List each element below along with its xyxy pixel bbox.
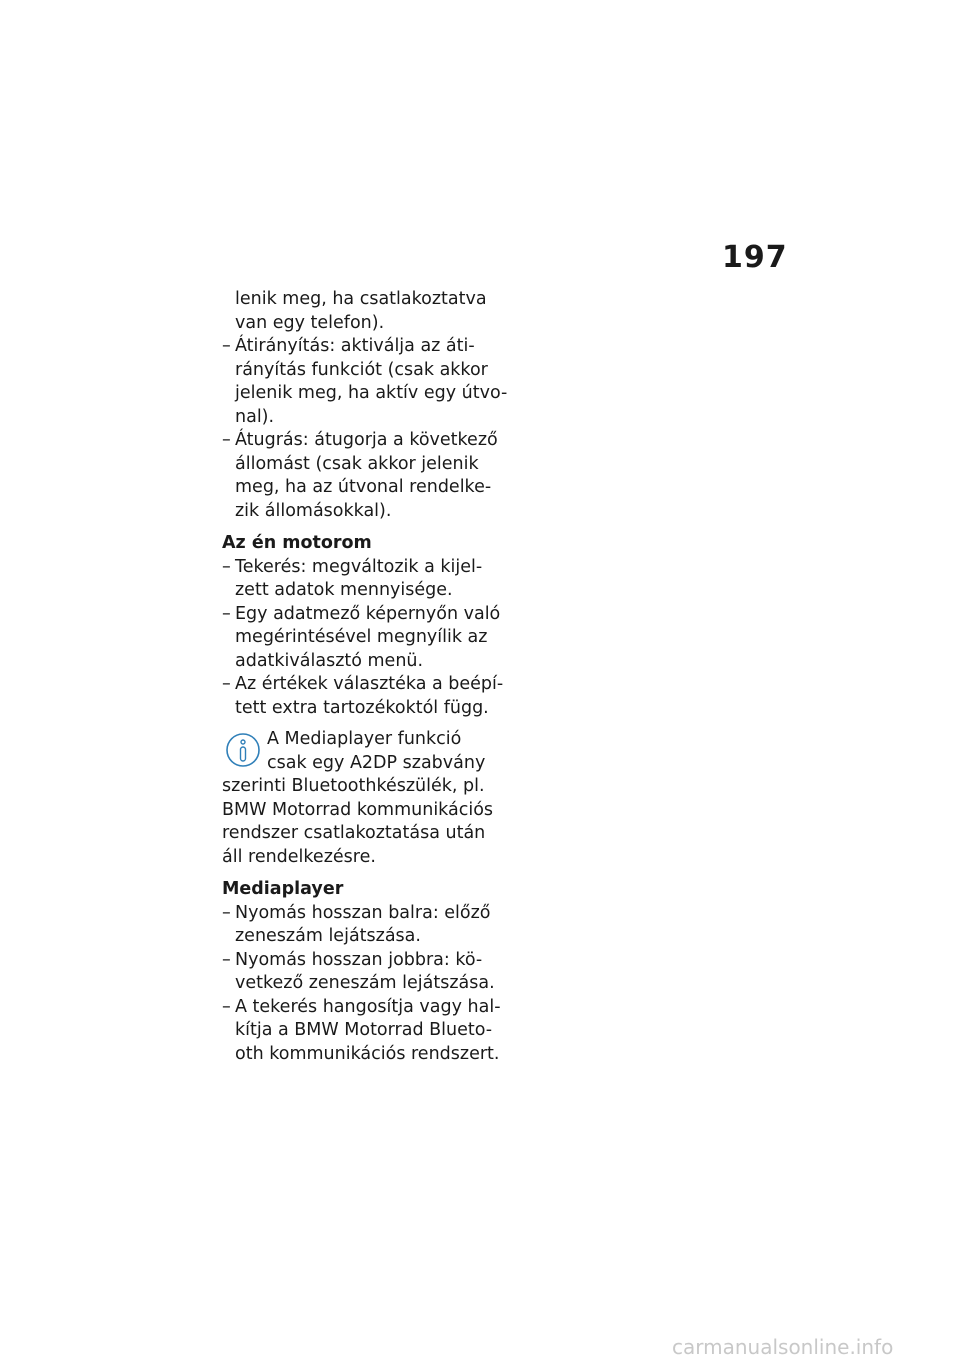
list-item (222, 902, 502, 949)
list-item-text: jelenik meg, ha aktív egy útvo- (235, 383, 508, 403)
watermark: carmanualsonline.info (672, 1335, 894, 1359)
list-item (222, 556, 502, 603)
dash-bullet: – (222, 603, 231, 624)
list-item-text: Egy adatmező képernyőn való (235, 603, 501, 624)
info-note-text: rendszer csatlakoztatása után (222, 823, 486, 843)
list-item (222, 429, 502, 523)
list-item-text: meg, ha az útvonal rendelke- (235, 477, 492, 497)
dash-bullet: – (222, 556, 231, 577)
dash-bullet: – (222, 996, 231, 1017)
info-note-text: csak egy A2DP szabvány (267, 752, 486, 773)
list-item-text: nal). (235, 406, 275, 427)
intro-line: lenik meg, ha csatlakoztatva (235, 289, 487, 309)
list-item-text: Átugrás: átugorja a következő (235, 430, 498, 450)
list-item-text: A tekerés hangosítja vagy hal- (235, 996, 501, 1017)
list-item-text: adatkiválasztó menü. (235, 650, 424, 671)
dash-bullet: – (222, 902, 231, 923)
info-note-text: szerinti Bluetoothkészülék, pl. (222, 776, 485, 796)
dash-bullet: – (222, 949, 231, 970)
dash-bullet: – (222, 674, 231, 694)
list-item-text: zik állomásokkal). (235, 500, 392, 521)
section-heading-motor: Az én motorom (222, 533, 372, 553)
list-item (222, 996, 502, 1067)
list-item-text: kítja a BMW Motorrad Blueto- (235, 1020, 493, 1040)
list-item-text: Nyomás hosszan balra: előző (235, 902, 491, 923)
list-item-text: Tekerés: megváltozik a kijel- (235, 556, 483, 577)
intro-line: van egy telefon). (235, 312, 385, 333)
list-item-text: rányítás funkciót (csak akkor (235, 359, 488, 380)
section-heading-mediaplayer: Mediaplayer (222, 879, 344, 899)
list-item-text: zeneszám lejátszása. (235, 926, 421, 946)
list-item-text: Az értékek választéka a beépí- (235, 674, 504, 694)
list-item (222, 335, 508, 429)
list-item-text: vetkező zeneszám lejátszása. (235, 973, 495, 993)
info-note-text: A Mediaplayer funkció (267, 729, 462, 749)
list-item (222, 949, 502, 996)
info-note (222, 728, 502, 869)
dash-bullet: – (222, 336, 231, 356)
list-item-text: Nyomás hosszan jobbra: kö- (235, 949, 483, 970)
page-number: 197 (722, 240, 788, 275)
list-item (222, 673, 502, 720)
list-item-text: állomást (csak akkor jelenik (235, 453, 479, 474)
content-column (222, 288, 508, 1066)
info-icon (225, 732, 261, 768)
info-note-text: áll rendelkezésre. (222, 846, 376, 867)
list-item-text: megérintésével megnyílik az (235, 627, 488, 647)
info-note-text: BMW Motorrad kommunikációs (222, 799, 494, 820)
list-item-text: oth kommunikációs rendszert. (235, 1043, 500, 1064)
list-item-text: Átirányítás: aktiválja az áti- (235, 336, 475, 356)
list-item-text: zett adatok mennyisége. (235, 580, 453, 600)
list-item-text: tett extra tartozékoktól függ. (235, 697, 489, 718)
list-item (222, 603, 502, 674)
dash-bullet: – (222, 430, 231, 450)
